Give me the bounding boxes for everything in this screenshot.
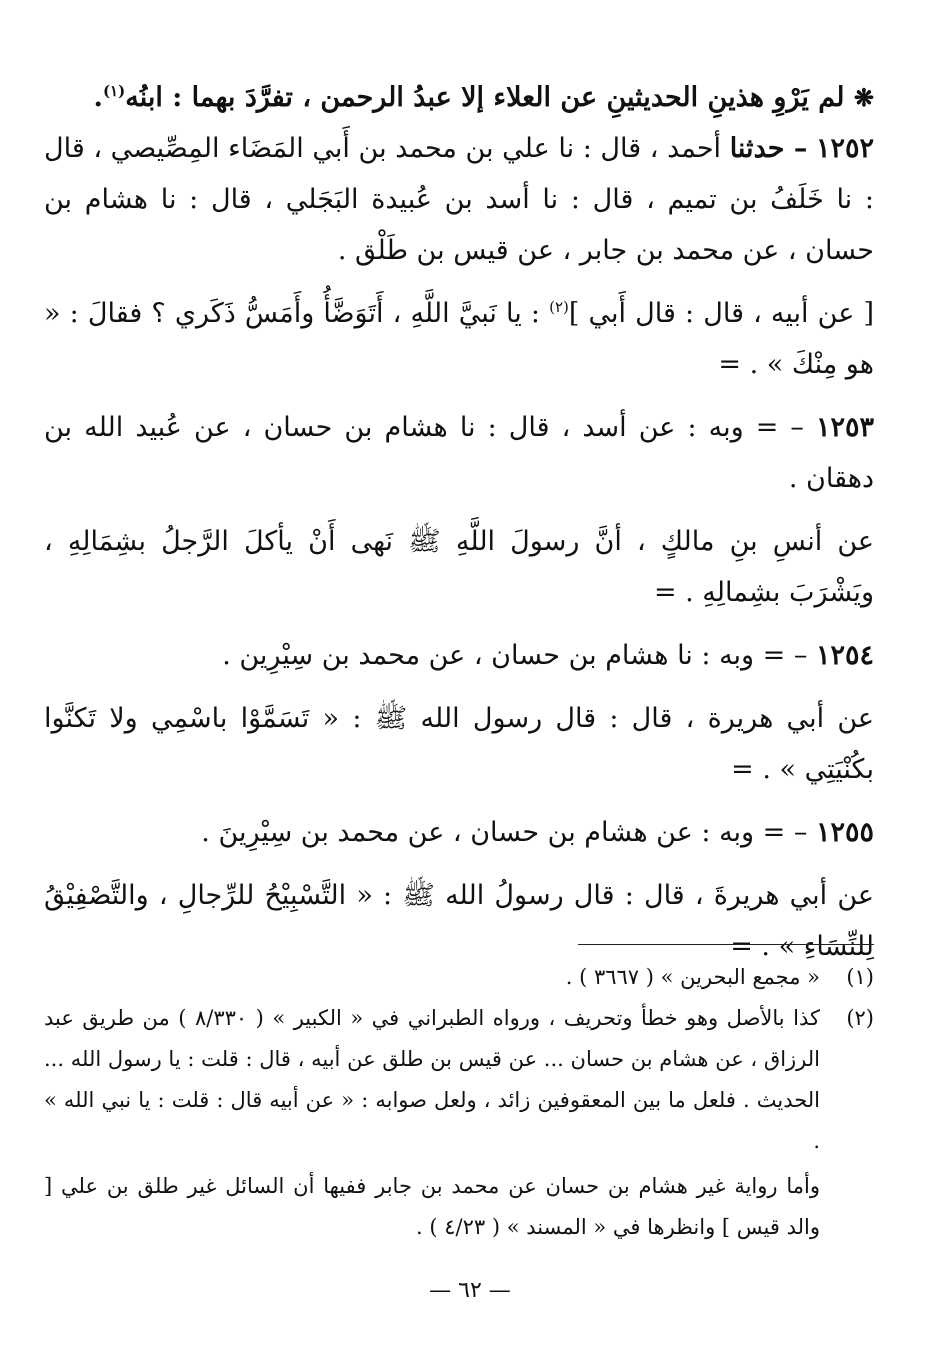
footnote-ref-1: (١)	[102, 82, 126, 100]
hadith-number-1252: ١٢٥٢	[816, 133, 875, 164]
asterism-icon: ❋	[853, 83, 874, 112]
main-text	[44, 72, 874, 972]
hadith-1252-isnad	[44, 123, 874, 276]
footnote-divider	[578, 944, 874, 945]
intro-end: .	[93, 82, 103, 113]
footnote-2-text: كذا بالأصل وهو خطأ وتحريف ، ورواه الطبراني في « الكبير » ( ٨/٣٣٠ ) من طريق عبد الرزاق ، عن هشام بن حسان ... عن قيس بن طلق عن أبيه ، قال : قلت : يا رسول الله ... الحديث . فلعل ما بين المعقوفين زائد ، ولعل صوابه : « عن أبيه قال : قلت : يا نبي الله » .	[44, 1006, 820, 1153]
hadith-1252-matn	[44, 288, 874, 390]
intro-line	[44, 72, 874, 123]
intro-text: لم يَرْوِ هذينِ الحديثينِ عن العلاء إلا عبدُ الرحمن ، تفرَّدَ بهما : ابنُه	[125, 82, 845, 113]
hadith-1255-matn: عن أبي هريرةَ ، قال : قال رسولُ الله ﷺ : « التَّسْبِيْحُ للرِّجالِ ، والتَّصْفِيْقُ لِلنِّسَاءِ » . =	[44, 880, 874, 962]
hadith-1253-isnad	[44, 402, 874, 504]
footnote-1-text: « مجمع البحرين » ( ٣٦٦٧ ) .	[565, 965, 820, 989]
hadith-1252-chain: أحمد ، قال : نا علي بن محمد بن أَبي المَضَاء المِصِّيصي ، قال : نا خَلَفُ بن تميم ، قال : نا أسد بن عُبيدة البَجَلي ، قال : نا هشام بن حسان ، عن محمد بن جابر ، عن قيس بن طَلْق .	[44, 133, 874, 266]
footnote-1-number: (١)	[846, 965, 874, 989]
hadith-1252-lead: – حدثنا	[729, 133, 808, 164]
page-number: — ٦٢ —	[429, 1278, 511, 1303]
hadith-1254-chain: – = وبه : نا هشام بن حسان ، عن محمد بن سِيْرِين .	[222, 640, 808, 671]
footnote-1	[44, 957, 874, 998]
hadith-1253-chain: – = وبه : عن أسد ، قال : نا هشام بن حسان ، عن عُبيد الله بن دهقان .	[44, 412, 874, 494]
hadith-1252-matn-b: : يا نَبيَّ اللَّهِ ، أَتَوَضَّأُ وأَمَسُّ ذَكَري ؟ فقالَ : « هو مِنْكَ » . =	[44, 298, 874, 380]
hadith-number-1253: ١٢٥٣	[816, 412, 875, 443]
footnote-2-number: (٢)	[846, 1006, 874, 1030]
hadith-1255-isnad	[44, 807, 874, 858]
footnote-2-continuation: وأما رواية غير هشام بن حسان عن محمد بن جابر ففيها أن السائل غير طلق بن علي [ والد قيس ] وانظرها في « المسند » ( ٤/٢٣ ) .	[44, 1174, 820, 1239]
hadith-1254-matn: عن أبي هريرة ، قال : قال رسول الله ﷺ : « تَسَمَّوْا باسْمِي ولا تَكنَّوا بكُنْيَتِي » . =	[44, 703, 874, 785]
footnote-ref-2: (٢)	[549, 298, 569, 316]
hadith-1255-chain: – = وبه : عن هشام بن حسان ، عن محمد بن سِيْرِينَ .	[201, 817, 808, 848]
footnote-2	[44, 998, 874, 1162]
hadith-1253-matn: عن أنسِ بنِ مالكٍ ، أنَّ رسولَ اللَّهِ ﷺ نَهى أَنْ يأكلَ الرَّجلُ بشِمَالِهِ ، ويَشْرَبَ بشِمالِهِ . =	[44, 526, 874, 608]
hadith-number-1255: ١٢٥٥	[815, 817, 874, 848]
hadith-1254-isnad	[44, 630, 874, 681]
hadith-number-1254: ١٢٥٤	[815, 640, 874, 671]
footnotes	[44, 957, 874, 1248]
hadith-1252-matn-a: [ عن أبيه ، قال : قال أَبي ]	[568, 298, 874, 329]
